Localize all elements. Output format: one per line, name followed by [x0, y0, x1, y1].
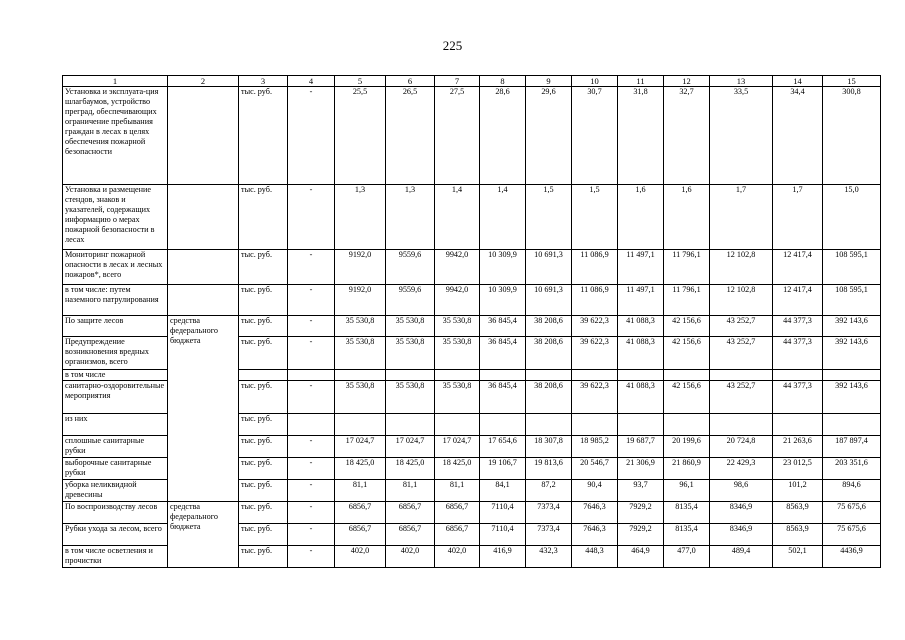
- value-cell: 12 102,8: [710, 285, 773, 316]
- column-number-2: 2: [168, 76, 239, 87]
- dash-cell: [288, 414, 335, 436]
- value-cell: 21 306,9: [618, 458, 664, 480]
- row-name: По защите лесов: [63, 316, 168, 337]
- funding-source: [168, 185, 239, 250]
- column-number-9: 9: [526, 76, 572, 87]
- value-cell: 108 595,1: [823, 285, 881, 316]
- value-cell: 36 845,4: [480, 337, 526, 370]
- value-cell: [526, 370, 572, 381]
- value-cell: 7373,4: [526, 524, 572, 546]
- unit-cell: тыс. руб.: [239, 414, 288, 436]
- column-number-7: 7: [435, 76, 480, 87]
- value-cell: 19 106,7: [480, 458, 526, 480]
- column-number-14: 14: [773, 76, 823, 87]
- value-cell: 1,7: [773, 185, 823, 250]
- value-cell: 432,3: [526, 546, 572, 568]
- unit-cell: тыс. руб.: [239, 285, 288, 316]
- value-cell: 42 156,6: [664, 316, 710, 337]
- row-name: выборочные санитарные рубки: [63, 458, 168, 480]
- value-cell: 6856,7: [435, 502, 480, 524]
- row-name: Установка и размещение стендов, знаков и указателей, содержащих информацию о мерах пожарной безопасности в лесах: [63, 185, 168, 250]
- value-cell: 448,3: [572, 546, 618, 568]
- row-name: По воспроизводству лесов: [63, 502, 168, 524]
- value-cell: 35 530,8: [386, 337, 435, 370]
- value-cell: 39 622,3: [572, 381, 618, 414]
- value-cell: 4436,9: [823, 546, 881, 568]
- dash-cell: -: [288, 337, 335, 370]
- value-cell: 35 530,8: [335, 316, 386, 337]
- row-name: из них: [63, 414, 168, 436]
- value-cell: 30,7: [572, 87, 618, 185]
- dash-cell: -: [288, 524, 335, 546]
- value-cell: 38 208,6: [526, 337, 572, 370]
- value-cell: 21 263,6: [773, 436, 823, 458]
- funding-source: средства федерального бюджета: [168, 502, 239, 568]
- value-cell: 17 024,7: [435, 436, 480, 458]
- value-cell: 416,9: [480, 546, 526, 568]
- unit-cell: тыс. руб.: [239, 87, 288, 185]
- value-cell: 22 429,3: [710, 458, 773, 480]
- value-cell: 43 252,7: [710, 337, 773, 370]
- value-cell: [664, 414, 710, 436]
- value-cell: 33,5: [710, 87, 773, 185]
- row-name: Предупреждение возникновения вредных организмов, всего: [63, 337, 168, 370]
- value-cell: 18 425,0: [435, 458, 480, 480]
- value-cell: [435, 370, 480, 381]
- dash-cell: [288, 370, 335, 381]
- value-cell: 81,1: [335, 480, 386, 502]
- value-cell: 34,4: [773, 87, 823, 185]
- unit-cell: тыс. руб.: [239, 381, 288, 414]
- value-cell: 31,8: [618, 87, 664, 185]
- value-cell: 11 497,1: [618, 250, 664, 285]
- table-row: [63, 285, 881, 316]
- value-cell: 7110,4: [480, 502, 526, 524]
- value-cell: 41 088,3: [618, 316, 664, 337]
- unit-cell: тыс. руб.: [239, 316, 288, 337]
- row-name: в том числе: путем наземного патрулирования: [63, 285, 168, 316]
- row-name: Установка и эксплуата-ция шлагбаумов, устройство преград, обеспечивающих ограничение пребывания граждан в лесах в целях обеспечения пожарной безопасности: [63, 87, 168, 185]
- dash-cell: -: [288, 480, 335, 502]
- value-cell: 9942,0: [435, 250, 480, 285]
- value-cell: 17 024,7: [335, 436, 386, 458]
- unit-cell: тыс. руб.: [239, 524, 288, 546]
- column-number-8: 8: [480, 76, 526, 87]
- value-cell: 44 377,3: [773, 337, 823, 370]
- value-cell: [526, 414, 572, 436]
- value-cell: 44 377,3: [773, 316, 823, 337]
- value-cell: 894,6: [823, 480, 881, 502]
- value-cell: 23 012,5: [773, 458, 823, 480]
- dash-cell: -: [288, 185, 335, 250]
- dash-cell: -: [288, 458, 335, 480]
- value-cell: 20 199,6: [664, 436, 710, 458]
- unit-cell: тыс. руб.: [239, 502, 288, 524]
- table-row: [63, 502, 881, 524]
- value-cell: 36 845,4: [480, 316, 526, 337]
- value-cell: [823, 370, 881, 381]
- value-cell: 392 143,6: [823, 381, 881, 414]
- value-cell: 8346,9: [710, 502, 773, 524]
- value-cell: 10 309,9: [480, 250, 526, 285]
- value-cell: 477,0: [664, 546, 710, 568]
- row-name: в том числе осветления и прочистки: [63, 546, 168, 568]
- value-cell: [823, 414, 881, 436]
- value-cell: 11 497,1: [618, 285, 664, 316]
- value-cell: 8135,4: [664, 524, 710, 546]
- value-cell: 7646,3: [572, 502, 618, 524]
- value-cell: 392 143,6: [823, 316, 881, 337]
- table-row: [63, 316, 881, 337]
- value-cell: 44 377,3: [773, 381, 823, 414]
- value-cell: 87,2: [526, 480, 572, 502]
- value-cell: [710, 370, 773, 381]
- value-cell: 11 796,1: [664, 250, 710, 285]
- value-cell: 35 530,8: [335, 381, 386, 414]
- value-cell: [480, 370, 526, 381]
- value-cell: 8563,9: [773, 524, 823, 546]
- value-cell: 81,1: [386, 480, 435, 502]
- value-cell: [664, 370, 710, 381]
- value-cell: 10 309,9: [480, 285, 526, 316]
- value-cell: 1,5: [572, 185, 618, 250]
- value-cell: 35 530,8: [386, 316, 435, 337]
- value-cell: 20 724,8: [710, 436, 773, 458]
- value-cell: 75 675,6: [823, 524, 881, 546]
- value-cell: 26,5: [386, 87, 435, 185]
- row-name: уборка неликвидной древесины: [63, 480, 168, 502]
- column-number-10: 10: [572, 76, 618, 87]
- value-cell: 38 208,6: [526, 316, 572, 337]
- value-cell: [773, 414, 823, 436]
- value-cell: [572, 414, 618, 436]
- value-cell: 39 622,3: [572, 316, 618, 337]
- budget-table: [62, 75, 881, 568]
- value-cell: 27,5: [435, 87, 480, 185]
- page-number: 225: [442, 38, 463, 53]
- column-number-3: 3: [239, 76, 288, 87]
- row-name: в том числе: [63, 370, 168, 381]
- value-cell: 19 813,6: [526, 458, 572, 480]
- value-cell: 12 417,4: [773, 250, 823, 285]
- value-cell: 1,4: [480, 185, 526, 250]
- value-cell: 300,8: [823, 87, 881, 185]
- value-cell: [435, 414, 480, 436]
- funding-source: средства федерального бюджета: [168, 316, 239, 502]
- value-cell: 32,7: [664, 87, 710, 185]
- value-cell: 108 595,1: [823, 250, 881, 285]
- table-row: [63, 185, 881, 250]
- value-cell: [773, 370, 823, 381]
- unit-cell: тыс. руб.: [239, 337, 288, 370]
- table-row: [63, 87, 881, 185]
- unit-cell: тыс. руб.: [239, 436, 288, 458]
- row-name: сплошные санитарные рубки: [63, 436, 168, 458]
- funding-source: [168, 285, 239, 316]
- dash-cell: -: [288, 546, 335, 568]
- row-name: санитарно-оздоровительные мероприятия: [63, 381, 168, 414]
- value-cell: 29,6: [526, 87, 572, 185]
- value-cell: 41 088,3: [618, 381, 664, 414]
- value-cell: 35 530,8: [335, 337, 386, 370]
- unit-cell: тыс. руб.: [239, 185, 288, 250]
- column-number-5: 5: [335, 76, 386, 87]
- value-cell: 392 143,6: [823, 337, 881, 370]
- value-cell: 17 654,6: [480, 436, 526, 458]
- value-cell: 464,9: [618, 546, 664, 568]
- value-cell: 43 252,7: [710, 381, 773, 414]
- column-number-6: 6: [386, 76, 435, 87]
- value-cell: 43 252,7: [710, 316, 773, 337]
- value-cell: 10 691,3: [526, 250, 572, 285]
- unit-cell: тыс. руб.: [239, 546, 288, 568]
- value-cell: 6856,7: [386, 502, 435, 524]
- value-cell: 11 796,1: [664, 285, 710, 316]
- value-cell: 42 156,6: [664, 381, 710, 414]
- value-cell: 42 156,6: [664, 337, 710, 370]
- value-cell: 96,1: [664, 480, 710, 502]
- value-cell: 203 351,6: [823, 458, 881, 480]
- value-cell: 12 102,8: [710, 250, 773, 285]
- value-cell: 7110,4: [480, 524, 526, 546]
- unit-cell: тыс. руб.: [239, 250, 288, 285]
- row-name: Рубки ухода за лесом, всего: [63, 524, 168, 546]
- value-cell: 39 622,3: [572, 337, 618, 370]
- value-cell: 101,2: [773, 480, 823, 502]
- value-cell: 8563,9: [773, 502, 823, 524]
- dash-cell: -: [288, 502, 335, 524]
- dash-cell: -: [288, 285, 335, 316]
- value-cell: [618, 370, 664, 381]
- column-number-11: 11: [618, 76, 664, 87]
- funding-source: [168, 250, 239, 285]
- value-cell: 7929,2: [618, 524, 664, 546]
- value-cell: [618, 414, 664, 436]
- value-cell: 9942,0: [435, 285, 480, 316]
- value-cell: 20 546,7: [572, 458, 618, 480]
- value-cell: 19 687,7: [618, 436, 664, 458]
- value-cell: 9192,0: [335, 250, 386, 285]
- value-cell: 8135,4: [664, 502, 710, 524]
- value-cell: 8346,9: [710, 524, 773, 546]
- value-cell: [335, 414, 386, 436]
- value-cell: 17 024,7: [386, 436, 435, 458]
- value-cell: [710, 414, 773, 436]
- funding-source: [168, 87, 239, 185]
- value-cell: 12 417,4: [773, 285, 823, 316]
- value-cell: 9192,0: [335, 285, 386, 316]
- value-cell: 187 897,4: [823, 436, 881, 458]
- value-cell: 84,1: [480, 480, 526, 502]
- column-number-12: 12: [664, 76, 710, 87]
- value-cell: 81,1: [435, 480, 480, 502]
- value-cell: 18 307,8: [526, 436, 572, 458]
- value-cell: [386, 370, 435, 381]
- value-cell: 93,7: [618, 480, 664, 502]
- value-cell: 6856,7: [335, 502, 386, 524]
- value-cell: 1,6: [618, 185, 664, 250]
- column-number-13: 13: [710, 76, 773, 87]
- dash-cell: -: [288, 436, 335, 458]
- value-cell: 402,0: [435, 546, 480, 568]
- value-cell: 11 086,9: [572, 285, 618, 316]
- value-cell: 35 530,8: [435, 381, 480, 414]
- dash-cell: -: [288, 381, 335, 414]
- value-cell: [335, 370, 386, 381]
- value-cell: 21 860,9: [664, 458, 710, 480]
- value-cell: 25,5: [335, 87, 386, 185]
- value-cell: 9559,6: [386, 285, 435, 316]
- value-cell: 1,3: [335, 185, 386, 250]
- value-cell: 35 530,8: [435, 316, 480, 337]
- value-cell: 38 208,6: [526, 381, 572, 414]
- value-cell: 35 530,8: [435, 337, 480, 370]
- value-cell: 90,4: [572, 480, 618, 502]
- column-number-4: 4: [288, 76, 335, 87]
- value-cell: [480, 414, 526, 436]
- row-name: Мониторинг пожарной опасности в лесах и лесных пожаров*, всего: [63, 250, 168, 285]
- value-cell: 1,6: [664, 185, 710, 250]
- column-number-row: [63, 76, 881, 87]
- value-cell: 1,7: [710, 185, 773, 250]
- value-cell: 18 425,0: [335, 458, 386, 480]
- value-cell: 6856,7: [335, 524, 386, 546]
- value-cell: 1,3: [386, 185, 435, 250]
- dash-cell: -: [288, 316, 335, 337]
- value-cell: 18 985,2: [572, 436, 618, 458]
- unit-cell: тыс. руб.: [239, 458, 288, 480]
- dash-cell: -: [288, 250, 335, 285]
- column-number-1: 1: [63, 76, 168, 87]
- value-cell: 6856,7: [386, 524, 435, 546]
- value-cell: 402,0: [335, 546, 386, 568]
- value-cell: 6856,7: [435, 524, 480, 546]
- value-cell: 502,1: [773, 546, 823, 568]
- value-cell: 98,6: [710, 480, 773, 502]
- value-cell: 1,4: [435, 185, 480, 250]
- value-cell: 7929,2: [618, 502, 664, 524]
- value-cell: 36 845,4: [480, 381, 526, 414]
- unit-cell: [239, 370, 288, 381]
- value-cell: 1,5: [526, 185, 572, 250]
- unit-cell: тыс. руб.: [239, 480, 288, 502]
- value-cell: 402,0: [386, 546, 435, 568]
- value-cell: 7373,4: [526, 502, 572, 524]
- dash-cell: -: [288, 87, 335, 185]
- value-cell: 11 086,9: [572, 250, 618, 285]
- value-cell: 7646,3: [572, 524, 618, 546]
- value-cell: 28,6: [480, 87, 526, 185]
- value-cell: 9559,6: [386, 250, 435, 285]
- table-row: [63, 250, 881, 285]
- value-cell: 10 691,3: [526, 285, 572, 316]
- value-cell: 75 675,6: [823, 502, 881, 524]
- value-cell: [386, 414, 435, 436]
- column-number-15: 15: [823, 76, 881, 87]
- value-cell: 15,0: [823, 185, 881, 250]
- value-cell: 41 088,3: [618, 337, 664, 370]
- value-cell: 35 530,8: [386, 381, 435, 414]
- value-cell: 18 425,0: [386, 458, 435, 480]
- value-cell: 489,4: [710, 546, 773, 568]
- value-cell: [572, 370, 618, 381]
